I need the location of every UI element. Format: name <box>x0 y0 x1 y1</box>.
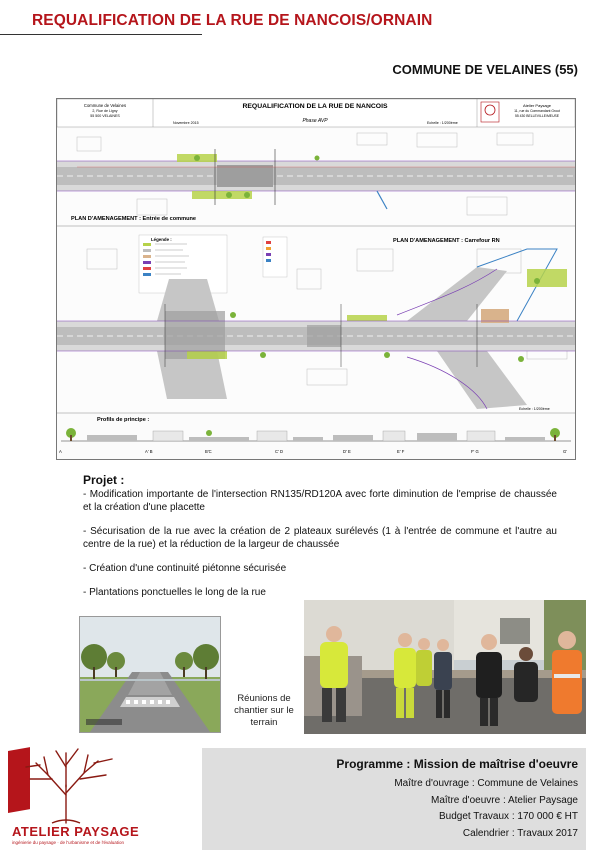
plan-scale-top: Echelle : 1/200ème <box>427 121 458 125</box>
plan-section2-label: PLAN D'AMENAGEMENT : Carrefour RN <box>393 238 500 244</box>
programme-heading: Programme : Mission de maîtrise d'oeuvre <box>336 757 578 771</box>
plan-profiles-label: Profils de principe : <box>97 417 150 423</box>
page-title: REQUALIFICATION DE LA RUE DE NANCOIS/ORNAIN <box>32 12 433 29</box>
programme-line: Budget Travaux : 170 000 € HT <box>439 811 578 822</box>
projet-item: - Modification importante de l'intersection RN135/RD120A avec forte diminution de l'emprise de chaussée et la création d'une placette <box>83 489 557 513</box>
plan-scale-bottom: Echelle : 1/200ème <box>519 407 550 411</box>
projet-heading: Projet : <box>83 473 125 487</box>
commune-heading: COMMUNE DE VELAINES (55) <box>392 62 578 77</box>
title-underline <box>0 34 202 35</box>
plan-section-carrefour <box>57 227 575 413</box>
programme-line: Maître d'oeuvre : Atelier Paysage <box>431 795 578 806</box>
plan-client-3: 55 500 VELAINES <box>90 114 120 118</box>
projet-section <box>83 474 557 610</box>
plan-profile-marks <box>59 449 567 454</box>
projet-item: - Sécurisation de la rue avec la création de 2 plateaux surélevés (1 à l'entrée de commune et l'autre au centre de la rue) et la réduction de la largeur de chaussée <box>83 526 557 550</box>
projet-item: - Création d'une continuité piétonne sécurisée <box>83 563 287 574</box>
programme-line: Calendrier : Travaux 2017 <box>462 828 578 839</box>
plan-section1-label: PLAN D'AMENAGEMENT : Entrée de commune <box>71 216 197 222</box>
plan-atelier-1: Atelier Paysage <box>522 103 552 108</box>
plan-atelier-2: 11, rue du Commandant Grout <box>514 109 560 113</box>
plan-phase: Phase AVP <box>302 118 328 124</box>
svg-text:A' B: A' B <box>145 449 153 454</box>
svg-text:C' D: C' D <box>275 449 284 454</box>
plan-client-1: Commune de Velaines <box>83 103 127 108</box>
plan-section-entree <box>57 129 575 225</box>
logo-name: ATELIER PAYSAGE <box>12 824 140 839</box>
plan-profiles <box>61 428 571 441</box>
plan-sheet-title: REQUALIFICATION DE LA RUE DE NANCOIS <box>242 103 388 110</box>
site-meeting-photo <box>304 600 586 734</box>
street-render-image <box>79 616 221 733</box>
projet-item: - Plantations ponctuelles le long de la rue <box>83 587 266 598</box>
svg-text:A: A <box>59 449 62 454</box>
svg-text:E' F: E' F <box>397 449 405 454</box>
svg-text:B'C: B'C <box>205 449 212 454</box>
logo-tagline: ingénierie du paysage · de l'urbanisme et de l'évaluation <box>12 840 125 845</box>
plan-drawing <box>56 98 576 460</box>
plan-legend-label: Légende : <box>151 237 172 242</box>
svg-text:G': G' <box>563 449 568 454</box>
plan-client-2: 2, Rue de Ligny <box>92 109 118 113</box>
tree-icon <box>8 745 128 825</box>
programme-line: Maître d'ouvrage : Commune de Velaines <box>394 778 578 789</box>
photo-caption: Réunions de chantier sur le terrain <box>234 693 294 728</box>
programme-panel <box>202 748 586 850</box>
plan-date: Novembre 2015 <box>173 121 199 125</box>
plan-atelier-3: 55 430 BELLEVILLE/MEUSE <box>514 114 560 118</box>
svg-text:F' G: F' G <box>471 449 479 454</box>
svg-text:D' E: D' E <box>343 449 351 454</box>
